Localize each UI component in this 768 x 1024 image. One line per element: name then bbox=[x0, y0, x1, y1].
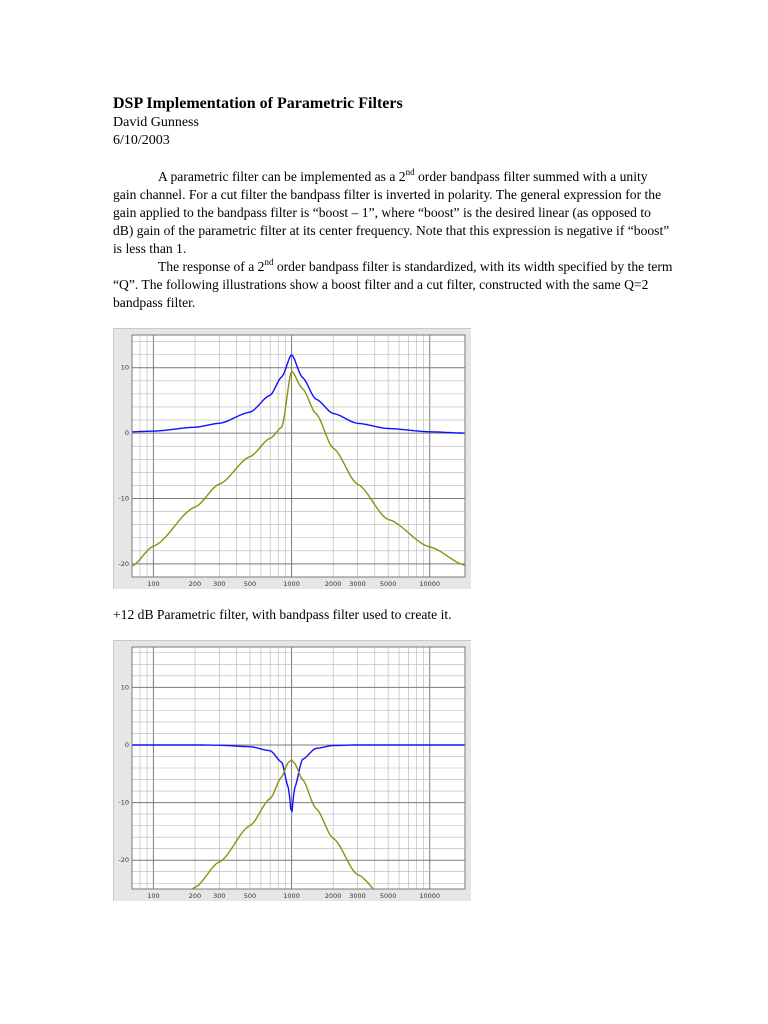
cut-filter-plot bbox=[114, 641, 471, 901]
x-tick-label: 100 bbox=[147, 892, 160, 900]
x-tick-label: 300 bbox=[213, 580, 226, 588]
x-tick-label: 3000 bbox=[349, 580, 366, 588]
x-tick-label: 5000 bbox=[379, 892, 397, 900]
boost-figure-caption: +12 dB Parametric filter, with bandpass filter used to create it. bbox=[113, 607, 452, 622]
x-tick-label: 500 bbox=[243, 580, 257, 588]
paragraph-response bbox=[113, 258, 673, 312]
y-tick-label: 0 bbox=[124, 429, 129, 438]
y-tick-label: 0 bbox=[124, 740, 129, 749]
y-tick-label: -20 bbox=[118, 559, 129, 568]
boost-filter-plot bbox=[114, 329, 471, 589]
x-tick-label: 1000 bbox=[283, 892, 300, 900]
x-tick-label: 10000 bbox=[419, 892, 441, 900]
x-tick-label: 5000 bbox=[379, 580, 397, 588]
y-tick-label: 10 bbox=[120, 683, 129, 692]
y-tick-label: -10 bbox=[118, 798, 129, 807]
y-tick-label: 10 bbox=[120, 363, 129, 372]
paragraph-response-superscript: nd bbox=[264, 257, 274, 267]
paragraph-response-text-a: The response of a 2 bbox=[158, 259, 265, 274]
document-title: DSP Implementation of Parametric Filters bbox=[113, 95, 403, 112]
cut-filter-chart bbox=[113, 640, 471, 901]
x-tick-label: 500 bbox=[243, 892, 257, 900]
paragraph-intro bbox=[113, 168, 673, 258]
boost-filter-chart bbox=[113, 328, 471, 589]
x-tick-label: 10000 bbox=[419, 580, 441, 588]
x-tick-label: 300 bbox=[213, 892, 226, 900]
y-tick-label: -20 bbox=[118, 856, 129, 865]
x-tick-label: 2000 bbox=[324, 580, 342, 588]
x-tick-label: 200 bbox=[188, 580, 202, 588]
x-tick-label: 3000 bbox=[349, 892, 366, 900]
paragraph-intro-text-b: order bandpass filter summed with a unity gain channel. For a cut filter the bandpass filter is inverted in polarity. The general expression for the gain applied to the bandpass filter is “boost – 1”, where “boost” is the desired linear (as opposed to dB) gain of the parametric filter at its center frequency. Note that this expression is negative if “boost” is less than 1. bbox=[113, 169, 670, 256]
paragraph-intro-text-a: A parametric filter can be implemented as a 2 bbox=[158, 169, 406, 184]
x-tick-label: 100 bbox=[147, 580, 160, 588]
x-tick-label: 1000 bbox=[283, 580, 300, 588]
x-tick-label: 200 bbox=[188, 892, 202, 900]
document-date: 6/10/2003 bbox=[113, 133, 170, 148]
author-name: David Gunness bbox=[113, 115, 199, 130]
paragraph-response-text-b: order bandpass filter is standardized, with its width specified by the term “Q”. The following illustrations show a boost filter and a cut filter, constructed with the same Q=2 bandpass filter. bbox=[113, 259, 673, 310]
paragraph-intro-superscript: nd bbox=[405, 167, 415, 177]
x-tick-label: 2000 bbox=[324, 892, 342, 900]
y-tick-label: -10 bbox=[118, 494, 129, 503]
